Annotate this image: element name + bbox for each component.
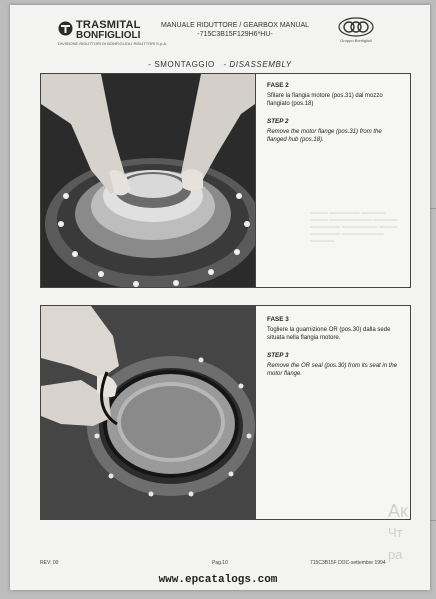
manual-model-code: -715C3B15F129H6*HU- (197, 31, 273, 38)
bleed-through-text: ▬▬▬ ▬▬▬▬▬ ▬▬▬▬ ▬▬▬ ▬▬▬▬▬▬▬ ▬▬▬▬ ▬▬▬▬▬ ▬▬▬▬▬▬ ▬▬▬ ▬▬▬▬▬ ▬▬▬▬▬▬▬ ▬▬▬▬ (310, 210, 398, 244)
manual-title-line1: MANUALE RIDUTTORE / GEARBOX MANUAL (160, 22, 310, 29)
section-title-italian: - SMONTAGGIO (148, 60, 215, 69)
step-3-label: STEP 3 (267, 352, 289, 359)
fase-3-label: FASE 3 (267, 316, 289, 323)
photo-remove-motor-flange (41, 74, 256, 287)
step-2-text (267, 82, 403, 144)
step-3-description: Remove the OR seal (pos.30) from its seat in the motor flange. (267, 363, 398, 377)
site-url-link[interactable]: www.epcatalogs.com (158, 574, 278, 586)
watermark-text (388, 500, 408, 566)
scroll-tick (430, 208, 436, 209)
step-2-description: Remove the motor flange (pos.31) from the flanged hub (pos.18). (267, 129, 382, 143)
bonfiglioli-rings-icon (338, 17, 374, 37)
step-block-3 (40, 305, 411, 520)
document-code: 715C3B15F DOC-settembre 1994 (310, 560, 386, 566)
trasmital-emblem-icon (58, 21, 73, 36)
watermark-line2: Чт (388, 525, 403, 540)
step-block-2 (40, 73, 411, 288)
gruppo-bonfiglioli-text: Gruppo Bonfiglioli (340, 38, 372, 43)
manual-page (10, 5, 430, 590)
section-title (10, 60, 430, 69)
fase-3-description: Togliere la guarnizione OR (pos.30) dalla sede situata nella flangia motore. (267, 327, 391, 341)
page-number: Pag.10 (212, 560, 228, 566)
gruppo-bonfiglioli-logo (332, 17, 380, 47)
photo-remove-or-seal (41, 306, 256, 519)
logo-bonfiglioli-text: BONFIGLIOLI (76, 30, 141, 41)
logo-trasmital-text: TRASMITAL (76, 19, 141, 31)
revision-label: REV: 00 (40, 560, 59, 566)
fase-2-label: FASE 2 (267, 82, 289, 89)
or-seal-photo-drawing (41, 306, 255, 519)
scroll-tick (430, 520, 436, 521)
manual-title (150, 21, 320, 39)
motor-flange-photo-drawing (41, 74, 255, 287)
section-title-english: - DISASSEMBLY (223, 60, 292, 69)
fase-2-description: Sfilare la flangia motore (pos.31) dal mozzo flangiato (pos.18) (267, 93, 383, 107)
step-3-text (267, 316, 403, 378)
logo-division-text: DIVISIONE RIDUTTORI DI BONFIGLIOLI RIDUTTORI S.p.A. (58, 41, 168, 46)
step-2-label: STEP 2 (267, 118, 289, 125)
watermark-line1: Ак (388, 501, 408, 521)
watermark-line3: ра (388, 547, 403, 562)
